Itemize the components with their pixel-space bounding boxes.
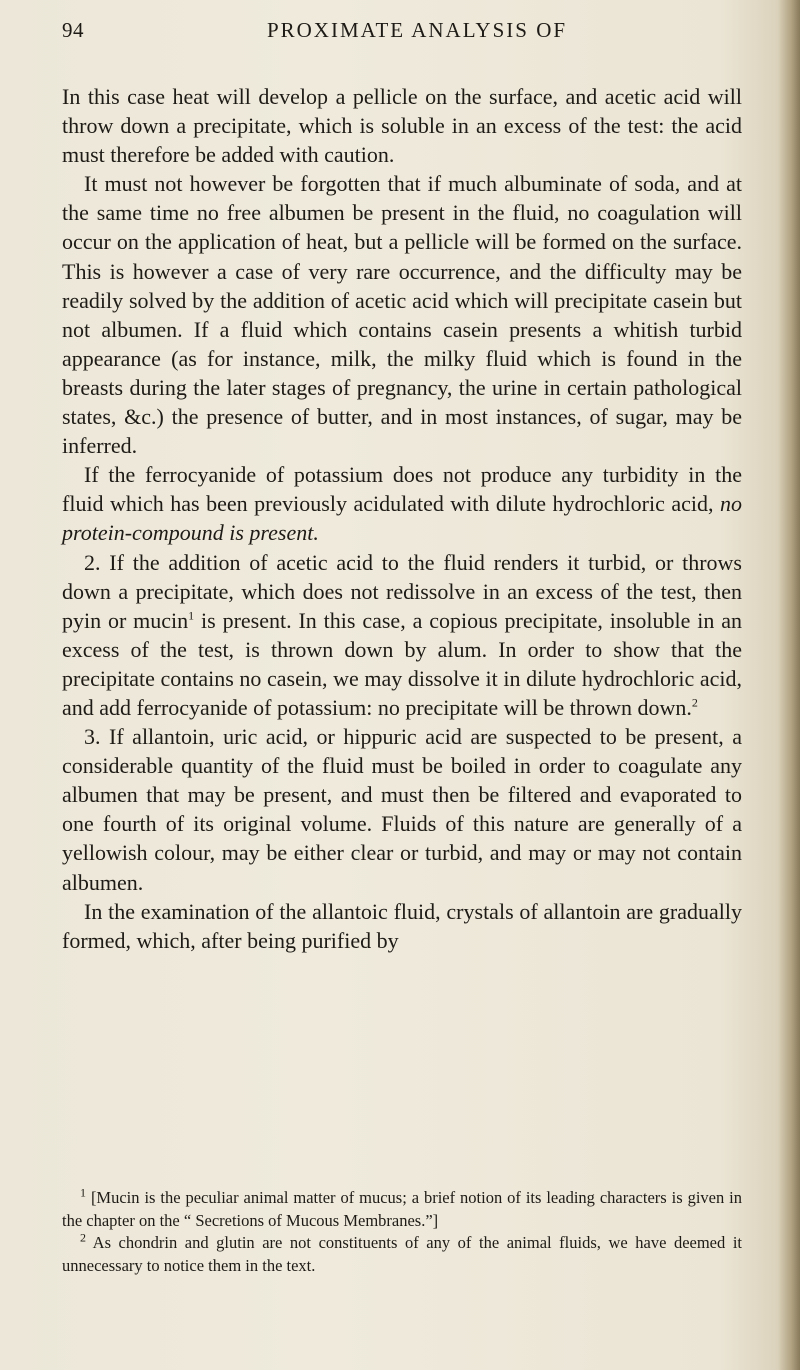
footnote-1-text: [Mucin is the peculiar animal matter of mucus; a brief notion of its leading characters is given in the chapter on the “ Secretions of Mucous Membranes.”] <box>62 1188 742 1230</box>
footnote-2-text: As chondrin and glutin are not constituents of any of the animal fluids, we have deemed it unnecessary to notice them in the text. <box>62 1233 742 1275</box>
paragraph-3-text: If the ferrocyanide of potassium does not produce any turbidity in the fluid which has been previously acidulated with dilute hydrochloric acid, <box>62 462 742 517</box>
footnote-ref-1: 1 <box>188 608 195 623</box>
page-edge-shadow <box>778 0 800 1370</box>
paragraph-5: 3. If allantoin, uric acid, or hippuric acid are suspected to be present, a considerable quantity of the fluid must be boiled in order to coagulate any albumen that may be present, and must then be filtered and evaporated to one fourth of its original volume. Fluids of this nature are generally of a yellowish colour, may be either clear or turbid, and may or may not contain albumen. <box>62 724 742 895</box>
body-text <box>62 82 742 955</box>
footnotes <box>62 1187 742 1277</box>
running-head: PROXIMATE ANALYSIS OF <box>266 18 568 42</box>
paragraph-6: In the examination of the allantoic fluid, crystals of allantoin are gradually formed, which, after being purified by <box>62 898 742 953</box>
page-number: 94 <box>62 18 84 42</box>
paragraph-4-text-after: is present. In this case, a copious precipitate, insoluble in an excess of the test, is thrown down by alum. In order to show that the precipitate contains no casein, we may dissolve it in dilute hydrochloric acid, and add ferrocyanide of potassium: no precipitate will be thrown down. <box>62 607 742 720</box>
paragraph-4 <box>62 548 742 723</box>
footnote-2 <box>62 1232 742 1277</box>
page-header <box>62 18 752 48</box>
paragraph-4-text-before: 2. If the addition of acetic acid to the fluid renders it turbid, or throws down a precipitate, which does not redissolve in an excess of the test, then pyin or mucin <box>62 549 742 633</box>
paragraph-3 <box>62 460 742 547</box>
footnote-mark-2: 2 <box>80 1230 86 1245</box>
footnote-1 <box>62 1187 742 1232</box>
paragraph-2: It must not however be forgotten that if much albuminate of soda, and at the same time no free albumen be present in the fluid, no coagulation will occur on the application of heat, but a pellicle will be formed on the surface. This is however a case of very rare occurrence, and the difficulty may be readily solved by the addition of acetic acid which will precipitate casein but not albumen. If a fluid which contains casein presents a whitish turbid appearance (as for instance, milk, the milky fluid which is found in the breasts during the later stages of pregnancy, the urine in certain pathological states, &c.) the presence of butter, and in most instances, of sugar, may be inferred. <box>62 171 742 459</box>
paragraph-1: In this case heat will develop a pellicle on the surface, and acetic acid will throw down a precipitate, which is soluble in an excess of the test: the acid must therefore be added with caution. <box>62 84 742 168</box>
footnote-mark-1: 1 <box>80 1185 86 1200</box>
footnote-ref-2: 2 <box>691 695 698 710</box>
paragraph-3-italic: no protein-compound is present. <box>62 491 742 546</box>
